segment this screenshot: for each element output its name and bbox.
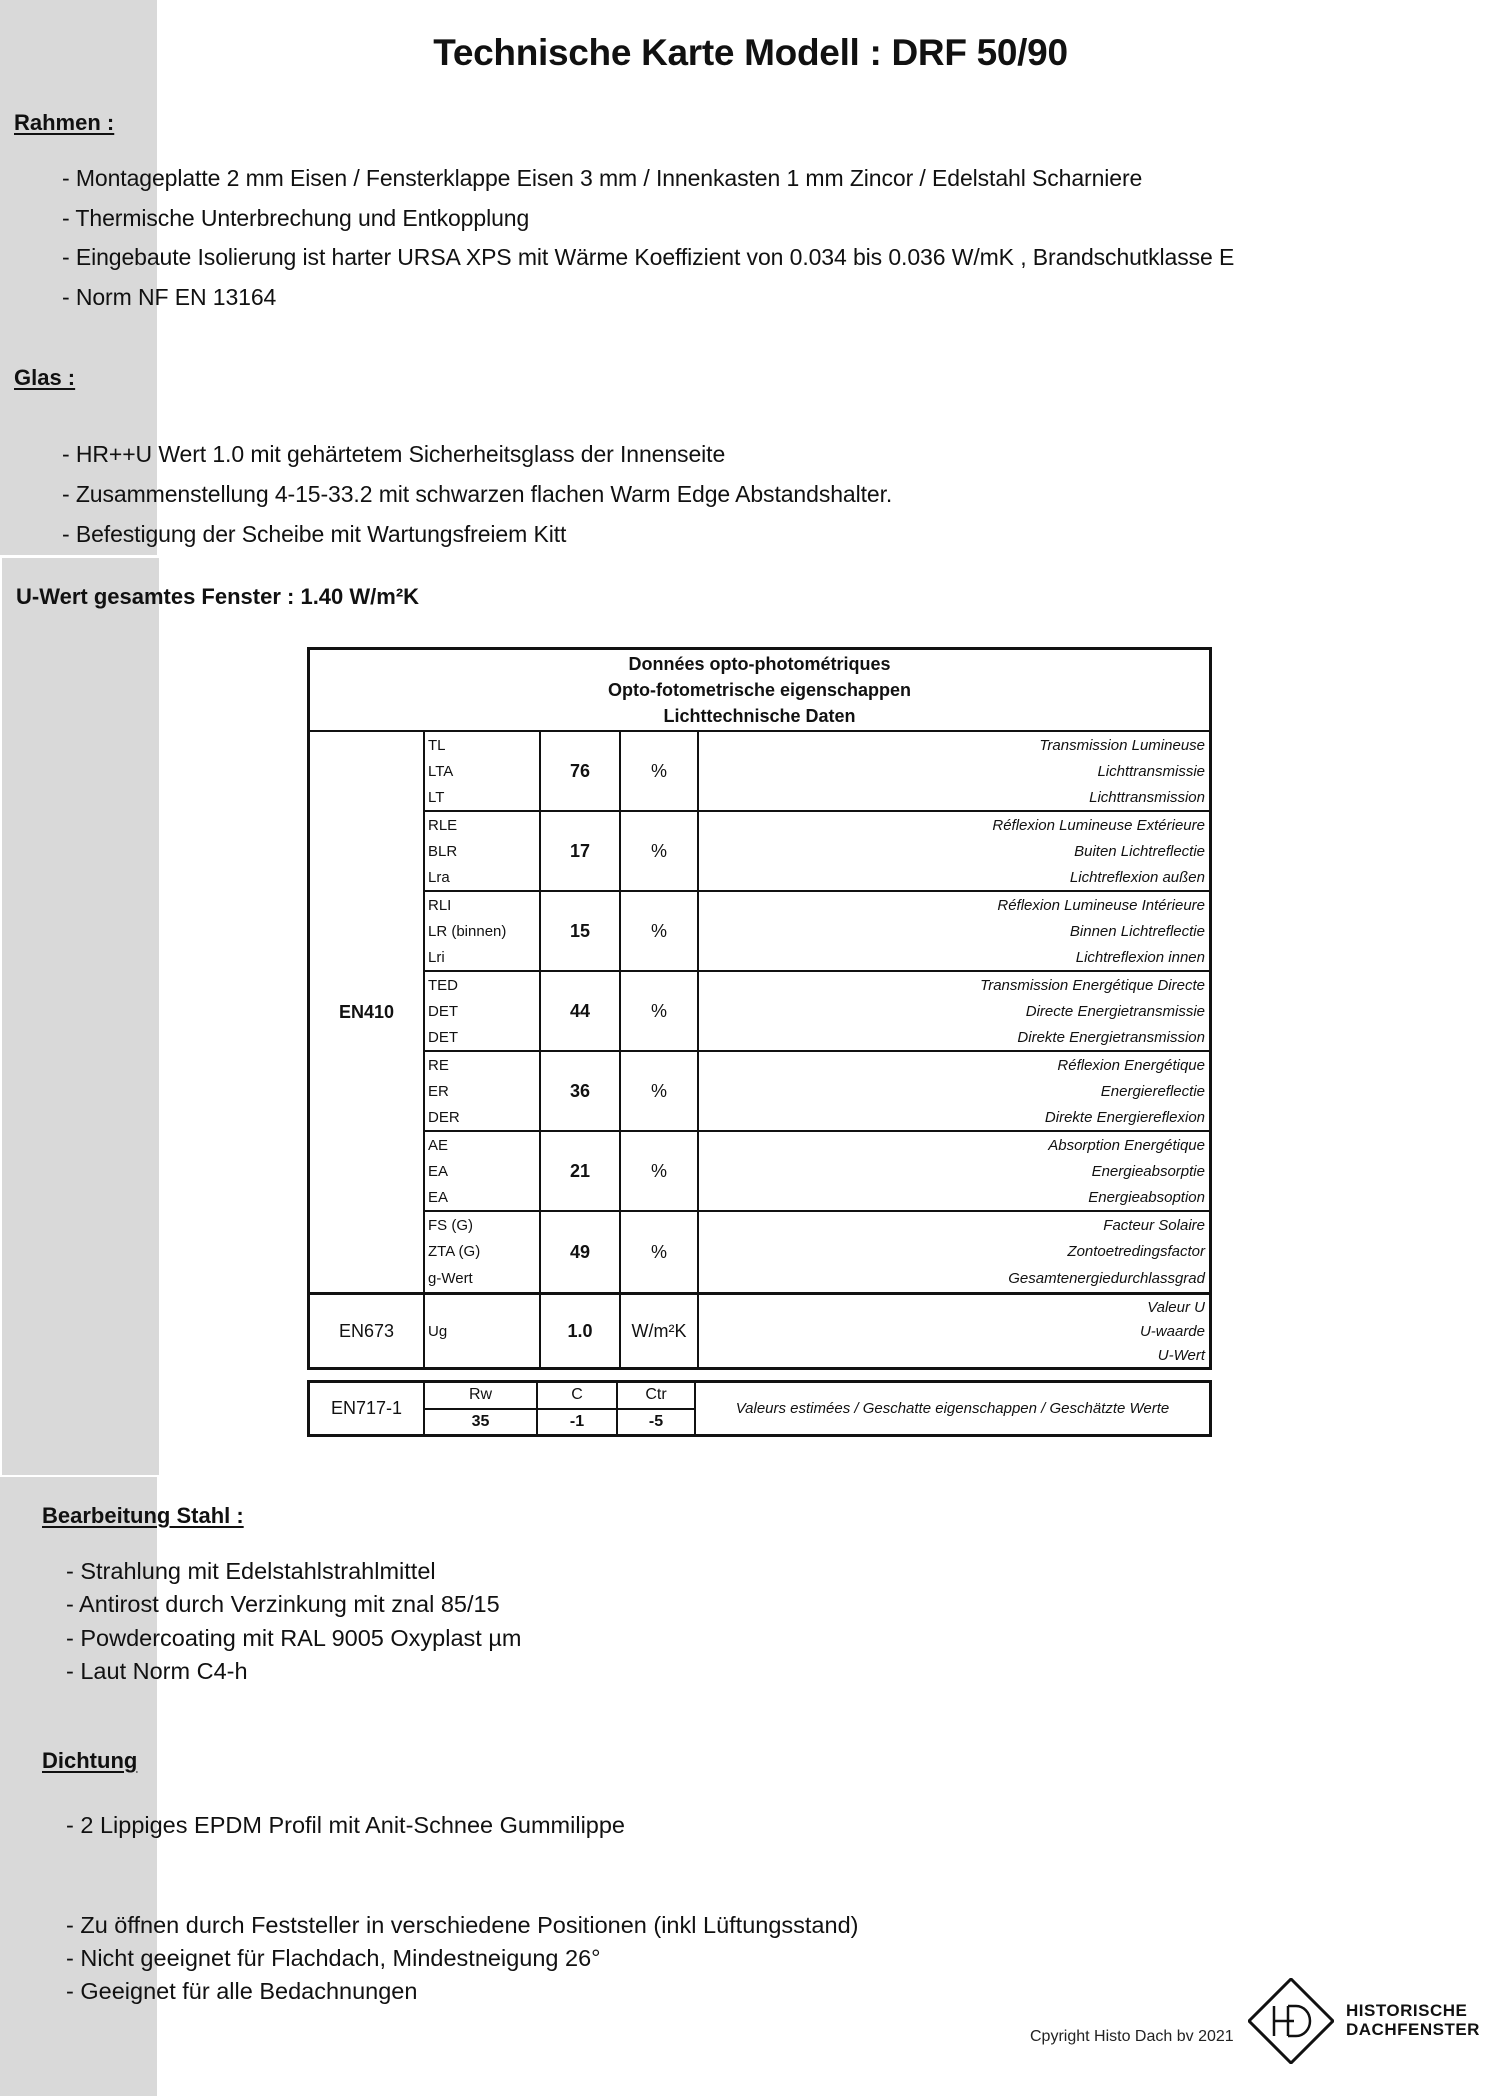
abbr: LR (binnen): [428, 922, 507, 940]
list-item: - Zu öffnen durch Feststeller in verschiedene Positionen (inkl Lüftungsstand): [66, 1912, 859, 1938]
logo: [1248, 1978, 1334, 2064]
table-row: [425, 1132, 1209, 1212]
table-row: [425, 892, 1209, 972]
section-heading-rahmen: Rahmen :: [14, 110, 115, 135]
u-value-total: U-Wert gesamtes Fenster : 1.40 W/m²K: [16, 584, 420, 609]
abbr: Ug: [428, 1322, 448, 1340]
abbr: DET: [428, 1028, 458, 1046]
value: 15: [541, 892, 621, 970]
list-item: - Zusammenstellung 4-15-33.2 mit schwarzen flachen Warm Edge Abstandshalter.: [62, 481, 893, 507]
abbr: Lri: [428, 948, 445, 966]
abbr: ER: [428, 1082, 449, 1100]
value: 17: [541, 812, 621, 890]
norm-label: EN717-1: [310, 1383, 425, 1434]
value: 49: [541, 1212, 621, 1292]
abbr: ZTA (G): [428, 1243, 481, 1261]
value: 21: [541, 1132, 621, 1210]
unit: %: [621, 1212, 699, 1292]
description: Direkte Energiereflexion: [1044, 1108, 1205, 1126]
description: Réflexion Lumineuse Intérieure: [997, 896, 1205, 914]
unit: %: [621, 892, 699, 970]
description: Energieabsoption: [1088, 1188, 1205, 1206]
description: U-Wert: [1157, 1346, 1205, 1364]
abbr: LT: [428, 788, 445, 806]
abbr: DET: [428, 1002, 458, 1020]
logo-line: HISTORISCHE: [1346, 2001, 1468, 2020]
value: 1.0: [541, 1295, 621, 1367]
photometric-table: [307, 647, 1212, 1370]
value: 76: [541, 732, 621, 810]
list-item: - Nicht geeignet für Flachdach, Mindestneigung 26°: [66, 1945, 601, 1971]
en673-section: [310, 1292, 1209, 1367]
description: Lichtreflexion außen: [1069, 868, 1205, 886]
unit: %: [621, 732, 699, 810]
abbr: TED: [428, 976, 458, 994]
column-label: C: [538, 1383, 616, 1410]
description: U-waarde: [1139, 1322, 1205, 1340]
abbr: FS (G): [428, 1216, 473, 1234]
en410-section: [310, 732, 1209, 1292]
description: Réflexion Energétique: [1057, 1056, 1205, 1074]
list-item: - Befestigung der Scheibe mit Wartungsfreiem Kitt: [62, 521, 567, 547]
column-value: 35: [471, 1412, 490, 1430]
value: 36: [541, 1052, 621, 1130]
abbr: EA: [428, 1188, 449, 1206]
list-item: - Powdercoating mit RAL 9005 Oxyplast µm: [66, 1625, 522, 1651]
list-item: - Norm NF EN 13164: [62, 284, 277, 310]
abbr: LTA: [428, 762, 454, 780]
table-row: [425, 732, 1209, 812]
section-heading-dichtung: Dichtung: [42, 1748, 138, 1773]
column-value: -1: [569, 1412, 585, 1430]
column-value: -5: [648, 1412, 664, 1430]
unit: %: [621, 1132, 699, 1210]
column-label: Ctr: [618, 1383, 694, 1410]
norm-label: EN410: [310, 732, 425, 1292]
norm-label: EN673: [310, 1295, 425, 1367]
list-item: - Montageplatte 2 mm Eisen / Fensterklappe Eisen 3 mm / Innenkasten 1 mm Zincor / Edelstahl Scharniere: [62, 165, 1143, 191]
description: Binnen Lichtreflectie: [1069, 922, 1205, 940]
description: Buiten Lichtreflectie: [1074, 842, 1205, 860]
hd-logo-icon: [1248, 1978, 1334, 2064]
description: Lichttransmission: [1089, 788, 1205, 806]
description: Transmission Lumineuse: [1039, 736, 1205, 754]
list-item: - Antirost durch Verzinkung mit znal 85/15: [66, 1591, 500, 1617]
table-header: [310, 650, 1209, 732]
en410-groups: [425, 732, 1209, 1292]
abbr: g-Wert: [428, 1270, 473, 1288]
unit: %: [621, 1052, 699, 1130]
description: Directe Energietransmissie: [1025, 1002, 1205, 1020]
list-item: - Strahlung mit Edelstahlstrahlmittel: [66, 1558, 436, 1584]
description: Energiereflectie: [1100, 1082, 1205, 1100]
description: Absorption Energétique: [1048, 1136, 1205, 1154]
logo-wordmark: [1346, 2001, 1480, 2039]
list-item: - Geeignet für alle Bedachnungen: [66, 1978, 418, 2004]
table-header-line: Opto-fotometrische eigenschappen: [607, 680, 912, 700]
list-item: - Eingebaute Isolierung ist harter URSA XPS mit Wärme Koeffizient von 0.034 bis 0.036 W/mK , Brandschutklasse E: [62, 244, 1235, 270]
abbr: RLI: [428, 896, 452, 914]
unit: %: [621, 972, 699, 1050]
page-title: Technische Karte Modell : DRF 50/90: [433, 32, 1068, 73]
table-row: [425, 1295, 1209, 1367]
acoustic-table: [307, 1380, 1212, 1437]
description: Facteur Solaire: [1103, 1216, 1205, 1234]
list-item: - 2 Lippiges EPDM Profil mit Anit-Schnee Gummilippe: [66, 1812, 625, 1838]
section-heading-glas: Glas :: [14, 365, 76, 390]
abbr: EA: [428, 1162, 449, 1180]
column-label: Rw: [425, 1383, 536, 1410]
unit: W/m²K: [621, 1295, 699, 1367]
table-header-line: Lichttechnische Daten: [663, 706, 856, 726]
value: 44: [541, 972, 621, 1050]
logo-line: DACHFENSTER: [1346, 2020, 1480, 2039]
table-header-line: Données opto-photométriques: [628, 654, 891, 674]
abbr: AE: [428, 1136, 449, 1154]
abbr: DER: [428, 1108, 460, 1126]
table-row: [425, 1052, 1209, 1132]
abbr: RLE: [428, 816, 458, 834]
description: Lichtreflexion innen: [1075, 948, 1205, 966]
table-row: [425, 972, 1209, 1052]
description: Valeur U: [1147, 1298, 1205, 1316]
side-band: [0, 0, 157, 555]
list-item: - Thermische Unterbrechung und Entkopplung: [62, 205, 530, 231]
description: Gesamtenergiedurchlassgrad: [1008, 1270, 1205, 1288]
list-item: - HR++U Wert 1.0 mit gehärtetem Sicherheitsglass der Innenseite: [62, 441, 726, 467]
side-band: [2, 558, 159, 1475]
unit: %: [621, 812, 699, 890]
description: Lichttransmissie: [1097, 762, 1205, 780]
description: Réflexion Lumineuse Extérieure: [992, 816, 1205, 834]
abbr: BLR: [428, 842, 458, 860]
description: Zontoetredingsfactor: [1067, 1243, 1205, 1261]
description: Direkte Energietransmission: [1017, 1028, 1205, 1046]
abbr: RE: [428, 1056, 449, 1074]
description: Energieabsorptie: [1091, 1162, 1205, 1180]
table-row: [425, 812, 1209, 892]
abbr: Lra: [428, 868, 450, 886]
list-item: - Laut Norm C4-h: [66, 1658, 248, 1684]
table-row: [425, 1212, 1209, 1292]
section-heading-stahl: Bearbeitung Stahl :: [42, 1503, 244, 1528]
description: Transmission Energétique Directe: [980, 976, 1205, 994]
copyright-text: Cpyright Histo Dach bv 2021: [1030, 2028, 1234, 2045]
description: Valeurs estimées / Geschatte eigenschappen / Geschätzte Werte: [735, 1400, 1170, 1417]
abbr: TL: [428, 736, 446, 754]
